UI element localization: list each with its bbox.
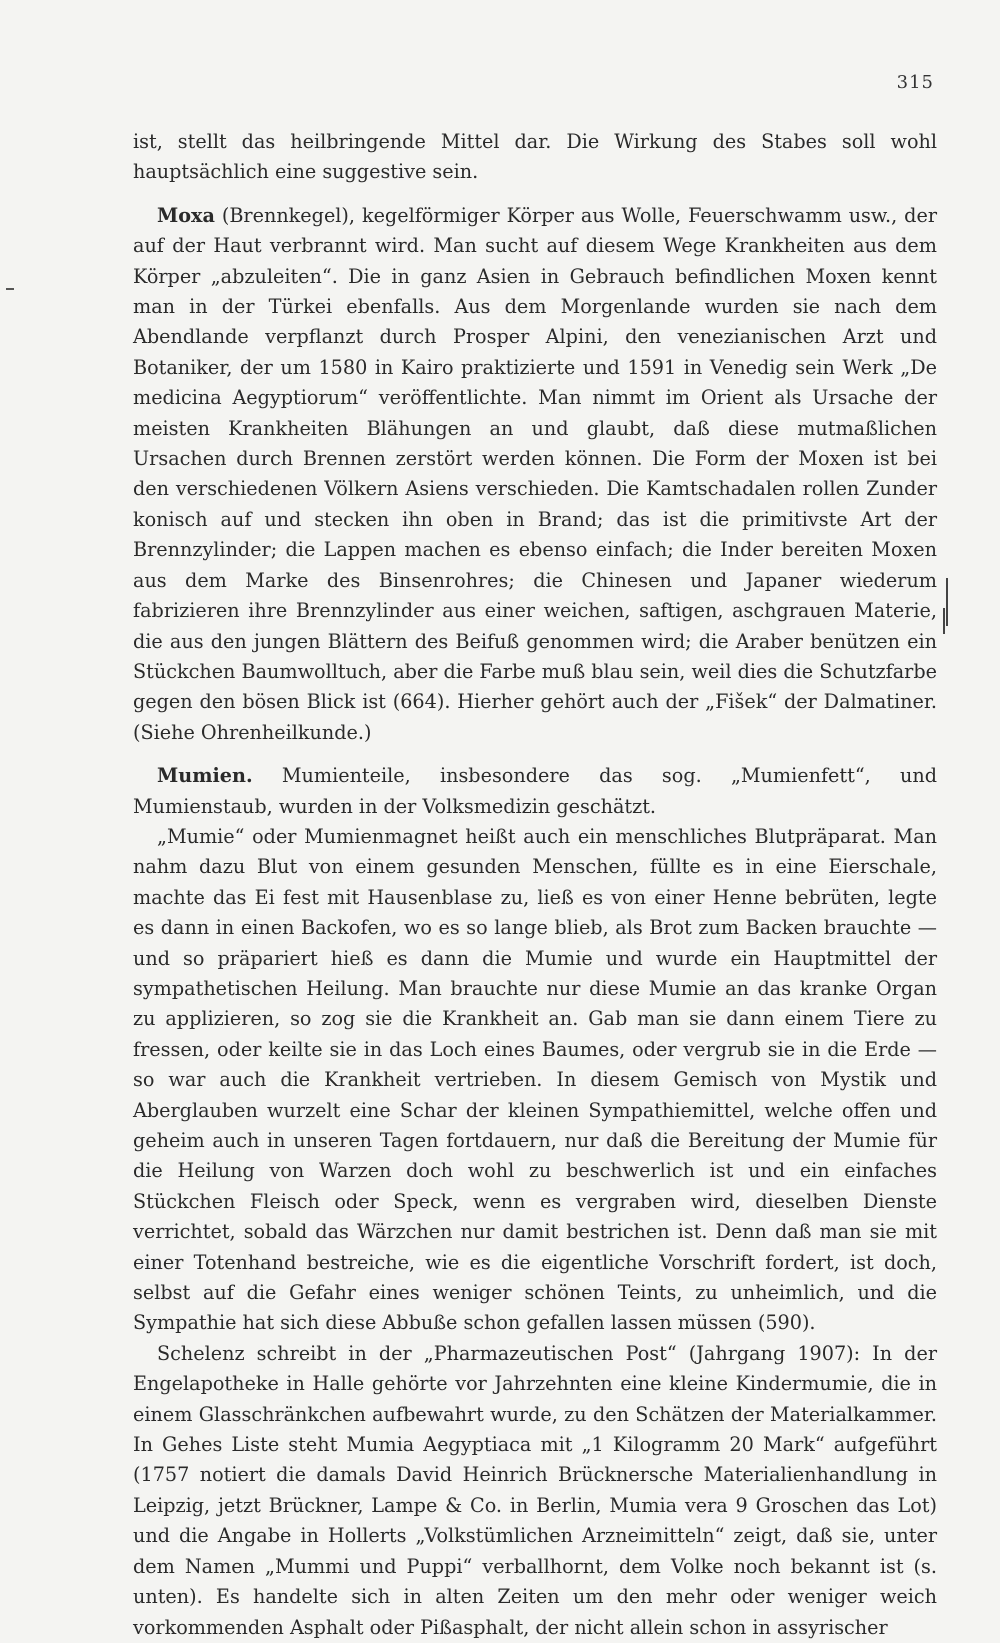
- paragraph-schelenz: Schelenz schreibt in der „Pharmazeutischen Post“ (Jahrgang 1907): In der Engelapotheke in Halle gehörte vor Jahrzehnten eine kleine Kindermumie, die in einem Glasschränkchen aufbewahrt wurde, zu den Schätzen der Materialkammer. In Gehes Liste steht Mumia Aegyptiaca mit „1 Kilogramm 20 Mark“ aufgeführt (1757 notiert die damals David Heinrich Brücknersche Materialienhandlung in Leipzig, jetzt Brückner, Lampe & Co. in Berlin, Mumia vera 9 Groschen das Lot) und die Angabe in Hollerts „Volkstümlichen Arzneimitteln“ zeigt, daß sie, unter dem Namen „Mummi und Puppi“ verballhornt, dem Volke noch bekannt ist (s. unten). Es handelte sich in alten Zeiten um den mehr oder weniger weich vorkommenden Asphalt oder Pißasphalt, der nicht allein schon in assyrischer: [133, 1341, 937, 1639]
- margin-bar: [946, 578, 948, 626]
- paragraph-moxa: [133, 201, 937, 748]
- paragraph-mumien: [133, 761, 937, 822]
- margin-bar: [943, 608, 945, 634]
- entry-heading-moxa: Moxa: [157, 203, 215, 227]
- paragraph-continuation: ist, stellt das heilbringende Mittel dar. Die Wirkung des Stabes soll wohl hauptsächlich eine suggestive sein.: [133, 130, 937, 184]
- entry-heading-mumien: Mumien.: [157, 764, 253, 788]
- margin-mark: [6, 288, 14, 290]
- paragraph-mumie: „Mumie“ oder Mumienmagnet heißt auch ein menschliches Blutpräparat. Man nahm dazu Blut von einem gesunden Menschen, füllte es in eine Eierschale, machte das Ei fest mit Hausenblase zu, ließ es von einer Henne bebrüten, legte es dann in einen Backofen, wo es so lange blieb, als Brot zum Backen brauchte — und so präpariert hieß es dann die Mumie und wurde ein Hauptmittel der sympathetischen Heilung. Man brauchte nur diese Mumie an das kranke Organ zu applizieren, so zog sie die Krankheit an. Gab man sie dann einem Tiere zu fressen, oder keilte sie in das Loch eines Baumes, oder vergrub sie in die Erde — so war auch die Krankheit vertrieben. In diesem Gemisch von Mystik und Aberglauben wurzelt eine Schar der kleinen Sympathiemittel, welche offen und geheim auch in unseren Tagen fortdauern, nur daß die Bereitung der Mumie für die Heilung von Warzen doch wohl zu beschwerlich ist und ein einfaches Stückchen Fleisch oder Speck, wenn es vergraben wird, dieselben Dienste verrichtet, sobald das Wärzchen nur damit bestrichen ist. Denn daß man sie mit einer Totenhand bestreiche, wie es die eigentliche Vorschrift fordert, ist doch, selbst auf die Gefahr eines weniger schönen Teints, zu unheimlich, und die Sympathie hat sich diese Abbuße schon gefallen lassen müssen (590).: [133, 824, 937, 1335]
- entry-text-mumien: Mumienteile, insbesondere das sog. „Mumienfett“, und Mumienstaub, wurden in der Volksmedizin geschätzt.: [133, 764, 937, 818]
- page-number: 315: [896, 72, 934, 93]
- entry-text-moxa: (Brennkegel), kegelförmiger Körper aus Wolle, Feuerschwamm usw., der auf der Haut verbrannt wird. Man sucht auf diesem Wege Krankheiten aus dem Körper „abzuleiten“. Die in ganz Asien in Gebrauch befindlichen Moxen kennt man in der Türkei ebenfalls. Aus dem Morgenlande wurden sie nach dem Abendlande verpflanzt durch Prosper Alpini, den venezianischen Arzt und Botaniker, der um 1580 in Kairo praktizierte und 1591 in Venedig sein Werk „De medicina Aegyptiorum“ veröffentlichte. Man nimmt im Orient als Ursache der meisten Krankheiten Blähungen an und glaubt, daß diese mutmaßlichen Ursachen durch Brennen zerstört werden können. Die Form der Moxen ist bei den verschiedenen Völkern Asiens verschieden. Die Kamtschadalen rollen Zunder konisch auf und stecken ihn oben in Brand; das ist die primitivste Art der Brennzylinder; die Lappen machen es ebenso einfach; die Inder bereiten Moxen aus dem Marke des Binsenrohres; die Chinesen und Japaner wiederum fabrizieren ihre Brennzylinder aus einer weichen, saftigen, aschgrauen Materie, die aus den jungen Blättern des Beifuß genommen wird; die Araber benützen ein Stückchen Baumwolltuch, aber die Farbe muß blau sein, weil dies die Schutzfarbe gegen den bösen Blick ist (664). Hierher gehört auch der „Fišek“ der Dalmatiner. (Siehe Ohrenheilkunde.): [133, 203, 937, 744]
- text-body: [133, 127, 937, 1643]
